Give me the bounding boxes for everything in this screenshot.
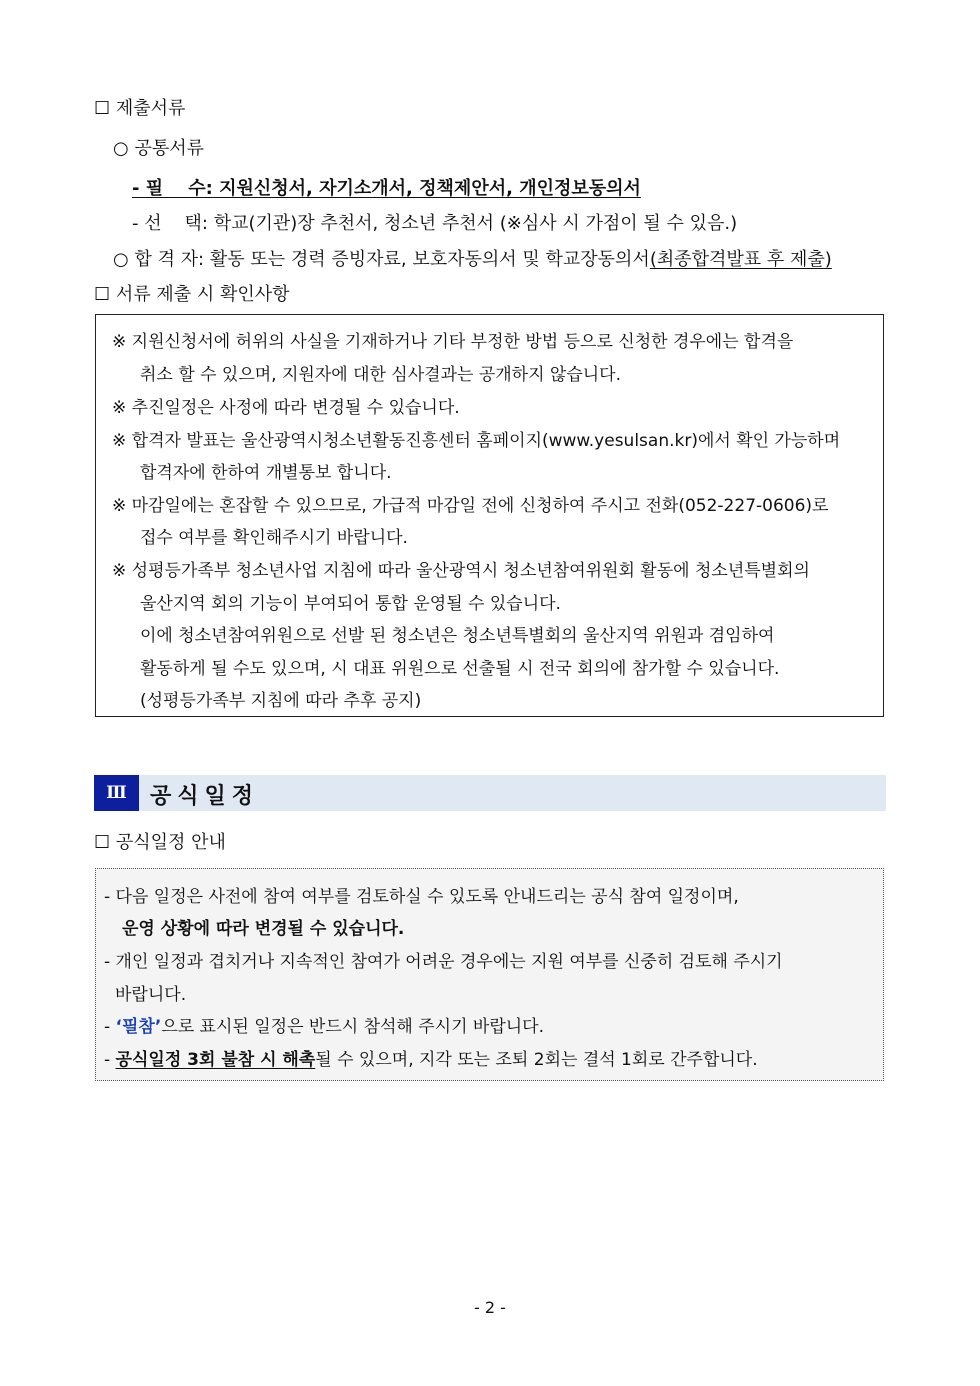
schedule-line: 바랍니다. [115,985,187,1005]
circle-bullet-icon: ○ [113,138,129,159]
required-value: 지원신청서, 자기소개서, 정책제안서, 개인정보동의서 [219,178,641,199]
dismissal-rule: 공식일정 3회 불참 시 해촉 [115,1050,316,1070]
notice-line: ※ 성평등가족부 청소년사업 지침에 따라 울산광역시 청소년참여위원회 활동에 청소년특별회의 [112,561,810,581]
circle-bullet-icon: ○ [113,249,129,270]
required-attendance-label: ‘필참’ [115,1017,162,1037]
schedule-text: 으로 표시된 일정은 반드시 참석해 주시기 바랍니다. [161,1017,545,1037]
notice-line: 울산지역 회의 기능이 부여되어 통합 운영될 수 있습니다. [140,594,561,614]
schedule-heading-text: 공식일정 안내 [115,832,226,853]
required-label: - 필 수: [132,178,213,199]
notice-line: 접수 여부를 확인해주시기 바랍니다. [140,528,408,548]
common-docs-title [113,134,204,160]
submit-docs-heading-text: 제출서류 [115,98,186,119]
notice-line: 취소 할 수 있으며, 지원자에 대한 심사결과는 공개하지 않습니다. [140,365,622,385]
section-title: 공식일정 [150,784,260,809]
pass-docs-line [113,245,832,271]
checkbox-icon: ☐ [94,98,111,119]
notice-line: 합격자에 한하여 개별통보 합니다. [140,463,392,483]
schedule-line: - 다음 일정은 사전에 참여 여부를 검토하실 수 있도록 안내드리는 공식 참여 일정이며, [104,887,739,907]
schedule-line: - 개인 일정과 겹치거나 지속적인 참여가 어려운 경우에는 지원 여부를 신중히 검토해 주시기 [104,952,783,972]
schedule-line-bold: 운영 상황에 따라 변경될 수 있습니다. [122,919,405,939]
notice-line: ※ 마감일에는 혼잡할 수 있으므로, 가급적 마감일 전에 신청하여 주시고 전화(052-227-0606)로 [112,496,829,516]
notice-line: (성평등가족부 지침에 따라 추후 공지) [140,691,422,711]
section-number: Ⅲ [94,775,139,811]
schedule-line-dismissal [104,1045,758,1070]
pass-docs-text: 합 격 자: 활동 또는 경력 증빙자료, 보호자동의서 및 학교장동의서 [134,249,650,270]
notice-line: 활동하게 될 수도 있으며, 시 대표 위원으로 선출될 시 전국 회의에 참가할 수 있습니다. [140,659,780,679]
checkbox-icon: ☐ [94,832,111,853]
page-number: - 2 - [474,1298,506,1317]
check-heading [94,280,290,306]
optional-value: 학교(기관)장 추천서, 청소년 추천서 (※심사 시 가점이 될 수 있음.) [213,213,738,234]
check-heading-text: 서류 제출 시 확인사항 [115,284,290,305]
dash: - [104,1050,116,1070]
notice-line: ※ 추진일정은 사정에 따라 변경될 수 있습니다. [112,398,460,418]
schedule-line-required [104,1012,544,1037]
optional-label: - 선 택: [132,213,208,234]
schedule-text: 될 수 있으며, 지각 또는 조퇴 2회는 결석 1회로 간주합니다. [315,1050,758,1070]
schedule-heading [94,828,226,854]
notice-line: 이에 청소년참여위원으로 선발 된 청소년은 청소년특별회의 울산지역 위원과 겸임하여 [140,626,775,646]
checkbox-icon: ☐ [94,284,111,305]
required-docs-line [132,174,641,200]
common-docs-title-text: 공통서류 [134,138,205,159]
submit-docs-heading [94,94,185,120]
optional-docs-line [132,209,737,235]
dash: - [104,1017,116,1037]
notice-line: ※ 합격자 발표는 울산광역시청소년활동진흥센터 홈페이지(www.yesulsan.kr)에서 확인 가능하며 [112,431,841,451]
notice-line: ※ 지원신청서에 허위의 사실을 기재하거나 기타 부정한 방법 등으로 신청한 경우에는 합격을 [112,332,794,352]
pass-docs-note: (최종합격발표 후 제출) [649,249,832,270]
